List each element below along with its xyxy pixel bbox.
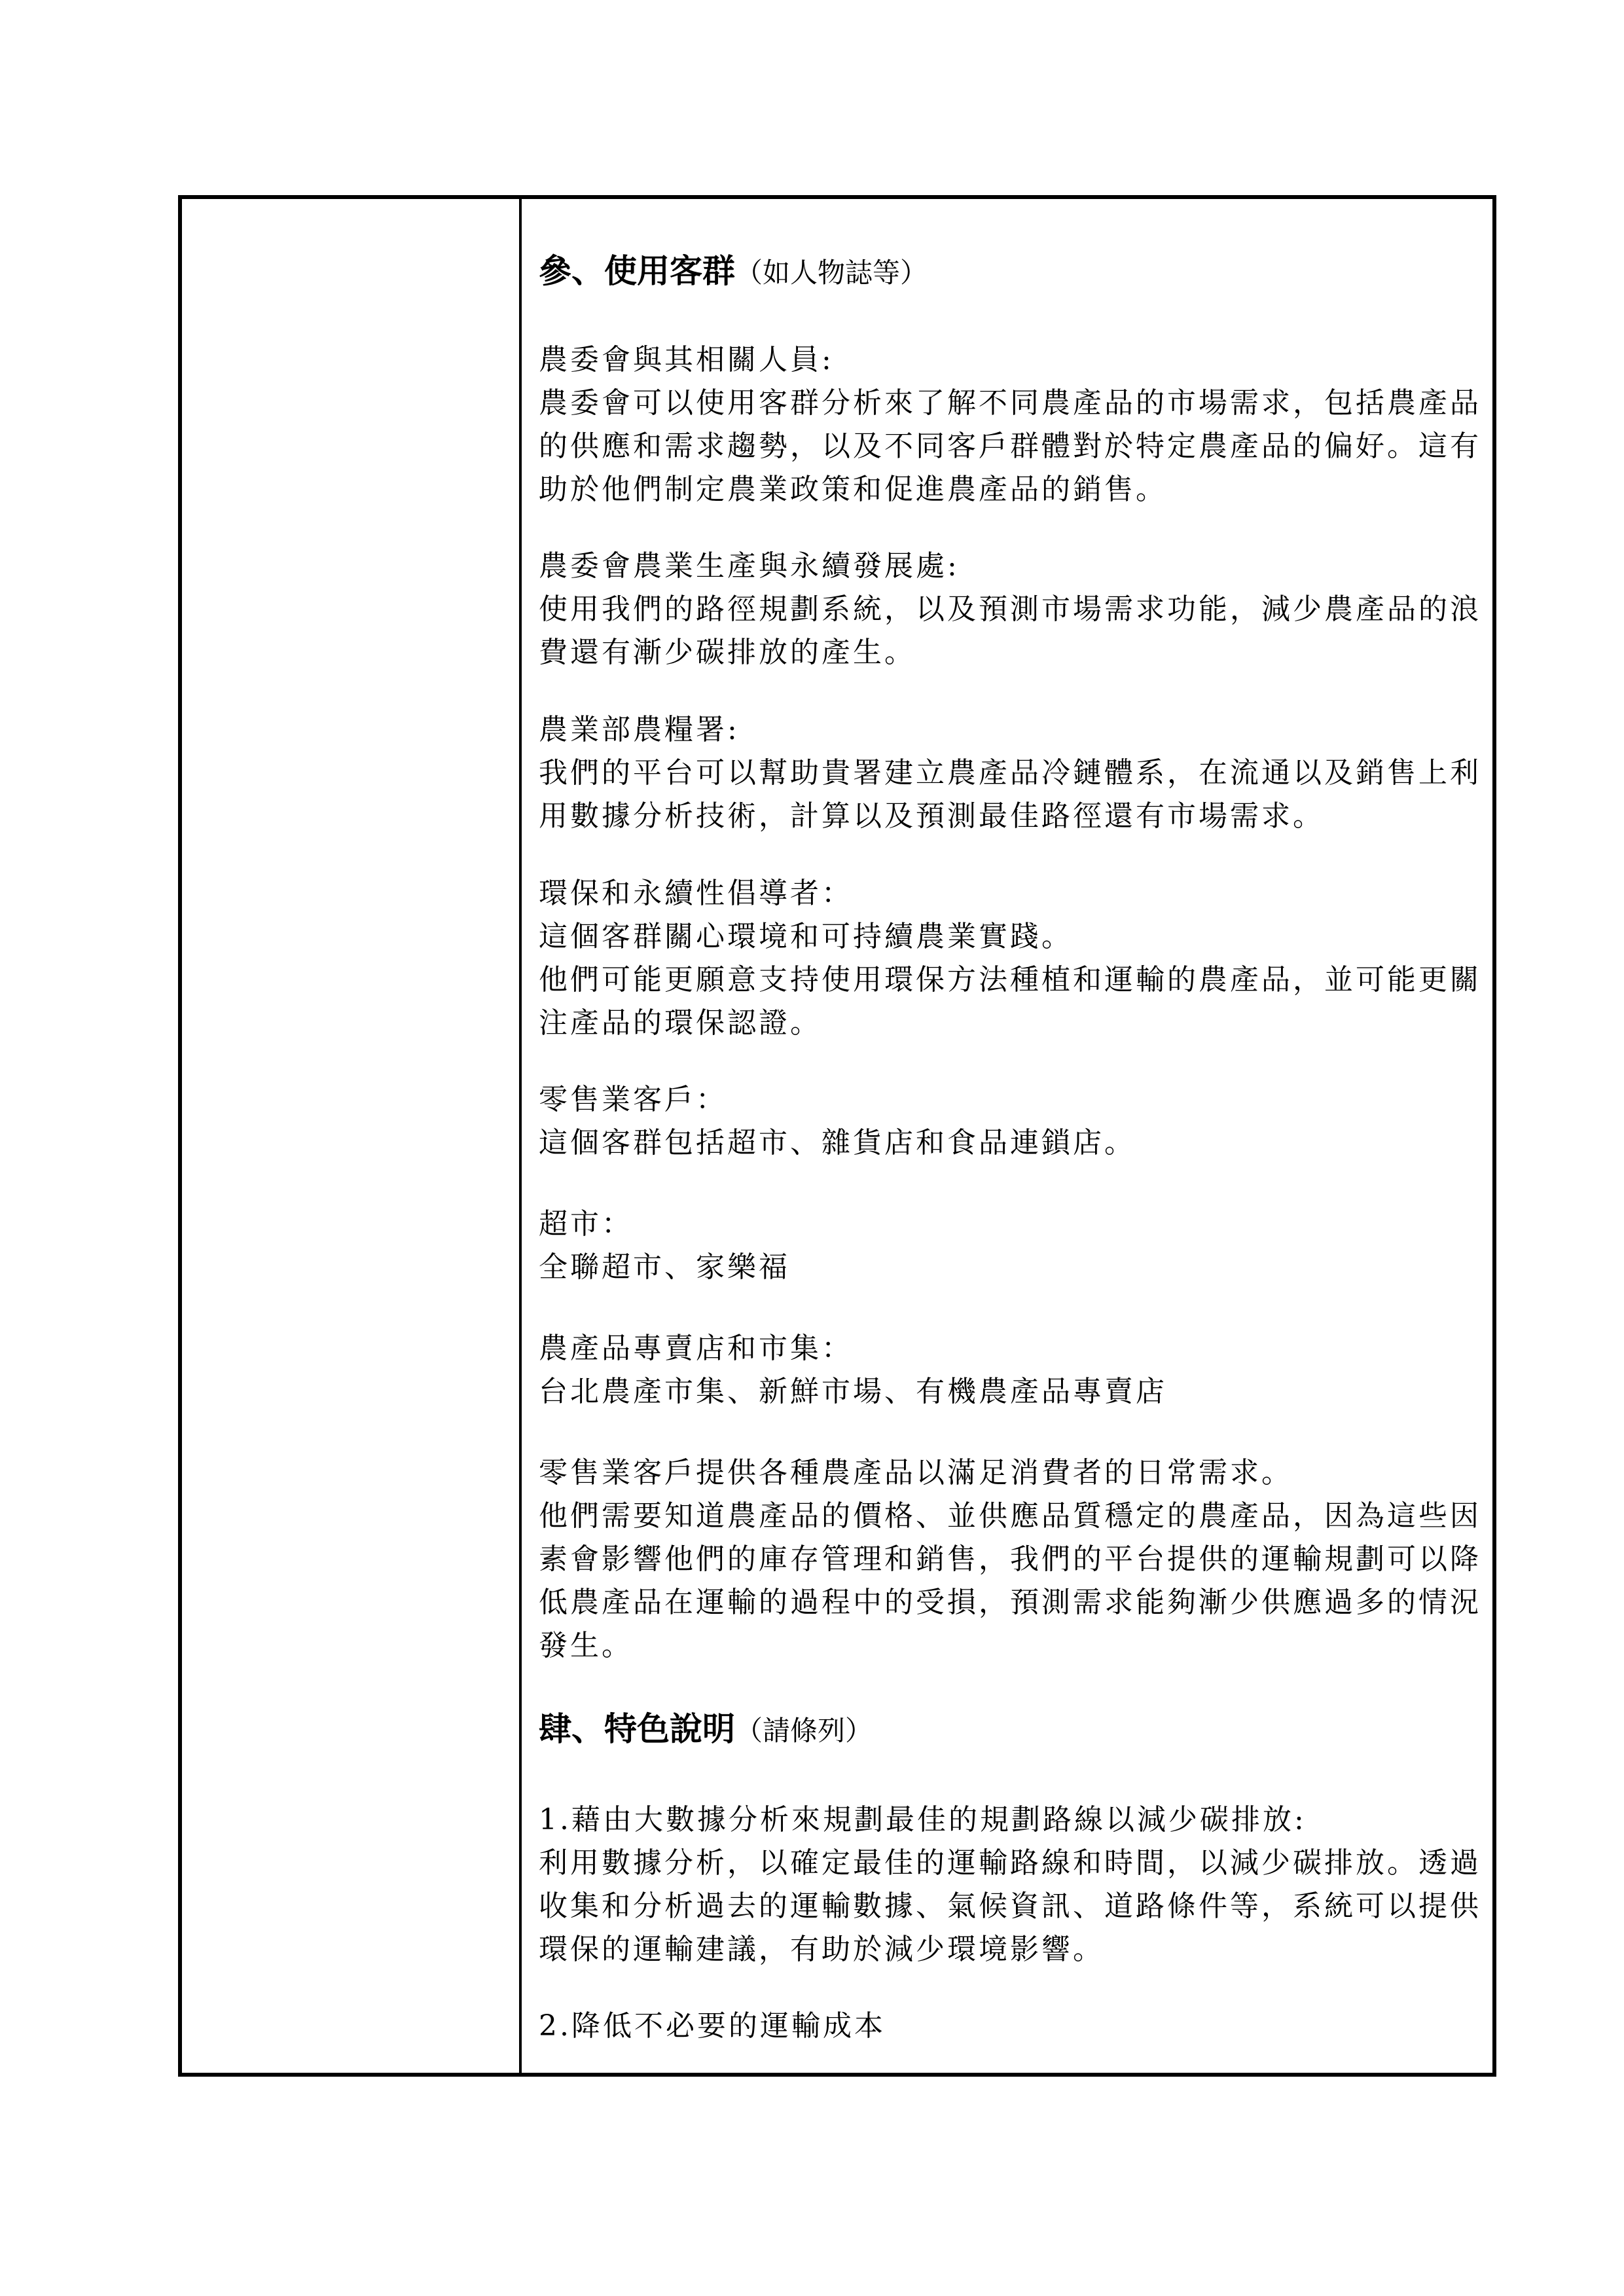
block-heading: 零售業客戶提供各種農產品以滿足消費者的日常需求。 xyxy=(539,1456,1293,1489)
customer-block-retail-needs xyxy=(539,1451,1488,1667)
feature-heading: 1.藉由大數據分析來規劃最佳的規劃路線以減少碳排放: xyxy=(539,1803,1307,1836)
section-title-main: 參、使用客群 xyxy=(539,251,735,290)
left-label-column xyxy=(182,199,522,2073)
section-title-main: 肆、特色說明 xyxy=(539,1709,735,1748)
block-text: 我們的平台可以幫助貴署建立農產品冷鏈體系，在流通以及銷售上利用數據分析技術，計算以及預測最佳路徑還有市場需求。 xyxy=(539,756,1481,833)
section-title-customers xyxy=(539,250,928,294)
content-column xyxy=(522,199,1492,2073)
block-heading: 零售業客戶： xyxy=(539,1083,727,1116)
section-title-features xyxy=(539,1708,873,1752)
block-heading: 環保和永續性倡導者： xyxy=(539,877,853,910)
block-text: 他們可能更願意支持使用環保方法種植和運輸的農產品，並可能更關注產品的環保認證。 xyxy=(539,963,1481,1040)
customer-block-retail xyxy=(539,1078,1488,1165)
block-text: 他們需要知道農產品的價格、並供應品質穩定的農產品，因為這些因素會影響他們的庫存管理和銷售，我們的平台提供的運輸規劃可以降低農產品在運輸的過程中的受損，預測需求能夠漸少供應過多的情況發生。 xyxy=(539,1499,1481,1662)
feature-heading: 2.降低不必要的運輸成本 xyxy=(539,2009,886,2043)
form-table xyxy=(178,195,1496,2077)
block-text: 使用我們的路徑規劃系統，以及預測市場需求功能，減少農產品的浪費還有漸少碳排放的產生。 xyxy=(539,592,1481,669)
block-text: 台北農產市集、新鮮市場、有機農產品專賣店 xyxy=(539,1375,1167,1408)
block-heading: 農委會與其相關人員: xyxy=(539,343,834,376)
block-heading: 農產品專賣店和市集： xyxy=(539,1332,853,1365)
block-heading: 農業部農糧署: xyxy=(539,713,740,746)
block-text: 這個客群關心環境和可持續農業實踐。 xyxy=(539,920,1073,953)
block-text: 這個客群包括超市、雜貨店和食品連鎖店。 xyxy=(539,1126,1136,1159)
block-text: 農委會可以使用客群分析來了解不同農產品的市場需求，包括農產品的供應和需求趨勢，以及不同客戶群體對於特定農產品的偏好。這有助於他們制定農業政策和促進農產品的銷售。 xyxy=(539,386,1481,506)
customer-block-eco-advocates xyxy=(539,872,1488,1045)
customer-block-specialty-stores xyxy=(539,1327,1488,1413)
customer-block-supermarket xyxy=(539,1203,1488,1289)
block-text: 全聯超市、家樂福 xyxy=(539,1250,790,1284)
block-heading: 超市： xyxy=(539,1207,633,1241)
customer-block-sustainability-dept xyxy=(539,545,1488,674)
customer-block-coa xyxy=(539,338,1488,511)
feature-text: 利用數據分析，以確定最佳的運輸路線和時間，以減少碳排放。透過收集和分析過去的運輸數據、氣候資訊、道路條件等，系統可以提供環保的運輸建議，有助於減少環境影響。 xyxy=(539,1846,1481,1966)
customer-block-afa xyxy=(539,708,1488,838)
section-title-sub: （請條列） xyxy=(735,1715,873,1747)
block-heading: 農委會農業生產與永續發展處: xyxy=(539,549,960,583)
section-title-sub: （如人物誌等） xyxy=(735,257,928,289)
feature-item-1 xyxy=(539,1798,1488,1971)
feature-item-2 xyxy=(539,2005,1488,2048)
